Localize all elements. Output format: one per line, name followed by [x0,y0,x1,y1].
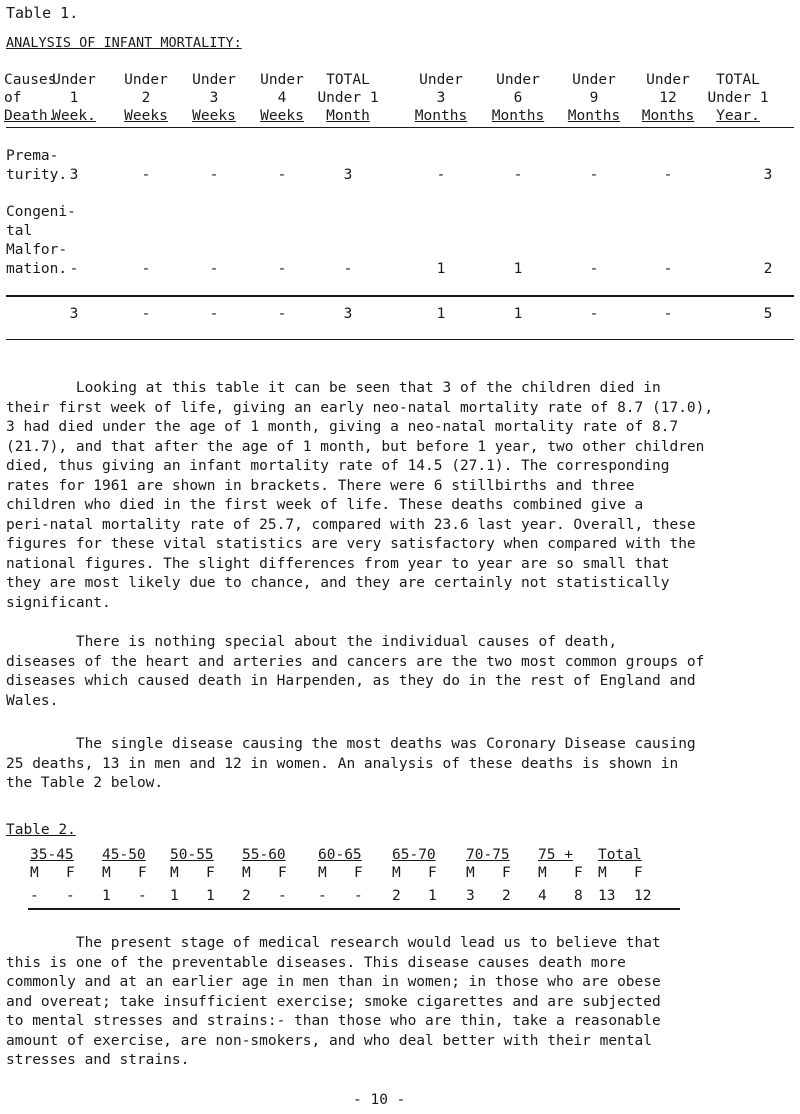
table1-header-cell: of [4,90,22,106]
table1-cell: - [663,261,673,277]
table2-sex-label: M [538,865,547,881]
text-line: they are most likely due to chance, and they are certainly not statistically [6,575,670,591]
table1-header-cell: Weeks [192,108,236,124]
table2-sex-label: F [278,865,287,881]
table1-header-cell: 3 [436,90,446,106]
table2-age-group: 65-70 [392,847,436,863]
table2-sex-label: M [466,865,475,881]
table1-cell: - [589,261,599,277]
table1-header-cell: Under 1 [317,90,379,106]
table1-total-cell: - [663,306,673,322]
text-line: 3 had died under the age of 1 month, giving a neo-natal mortality rate of 8.7 [6,419,679,435]
text-line: diseases of the heart and arteries and cancers are the two most common groups of [6,653,705,670]
table2-age-group: Total [598,847,642,863]
table2-sex-label: M [170,865,179,881]
table2-sex-label: M [242,865,251,881]
table1-cell: 3 [763,167,773,183]
table2-cell: - [66,888,75,904]
table1-total-cell: - [141,306,151,322]
table1-cause-label: tal [6,223,33,239]
text-line: figures for these vital statistics are very satisfactory when compared with the [6,536,696,552]
table1-header-cell: 2 [141,90,151,106]
table1-header-cell: Months [567,108,621,124]
table2-cell: - [138,888,147,904]
table2-cell: 2 [392,888,401,904]
text-line: national figures. The slight differences from year to year are so small that [6,555,670,572]
table1-header-cell: Under [192,72,236,88]
paragraph-mortality [6,379,786,613]
text-line: their first week of life, giving an early neo-natal mortality rate of 8.7 (17.0), [6,399,714,416]
table1-header-cell: 1 [69,90,79,106]
table1-header-cell: Months [641,108,695,124]
table1-header-cell: 3 [209,90,219,106]
table1-header-cell: Under [124,72,168,88]
table1-cell: - [277,261,287,277]
table2-cell: 2 [502,888,511,904]
paragraph-prevention [6,934,786,1071]
table1-cause-label: mation. [6,261,68,277]
text-line: 25 deaths, 13 in men and 12 in women. An analysis of these deaths is shown in [6,755,679,772]
text-line: commonly and at an earlier age in men than in women; in those who are obese [6,974,661,990]
page-number: - 10 - [353,1092,406,1108]
paragraph-coronary [6,735,786,794]
text-line: the Table 2 below. [6,775,164,791]
text-line: amount of exercise, are non-smokers, and who deal better with their mental [6,1032,653,1049]
table2-sex-label: M [598,865,607,881]
table1-header-cell: Death. [4,108,57,124]
table1-total-cell: - [589,306,599,322]
table1-cause-label: Malfor- [6,242,68,258]
table1-header-cell: Months [414,108,468,124]
table2-sex-label: F [354,865,363,881]
table2-sex-label: F [574,865,583,881]
table2-cell: 12 [634,888,652,904]
text-line: Wales. [6,692,59,709]
table1-cell: - [277,167,287,183]
table2-cell: - [354,888,363,904]
table2-age-group: 75 + [538,847,573,863]
table1-total-cell: 3 [343,306,353,322]
table2-cell: 8 [574,888,583,904]
table1-cell: - [513,167,523,183]
table2-cell: - [278,888,287,904]
table2-age-group: 35-45 [30,847,74,863]
table2-sex-label: M [102,865,111,881]
table1-cause-label: Prema- [6,148,59,164]
text-line: and overeat; take insufficient exercise; smoke cigarettes and are subjected [6,993,661,1010]
table1-cell: - [141,167,151,183]
table1-total-cell: 3 [69,306,79,322]
table1-header-cell: Month [326,108,370,124]
table1-header-cell: Under [646,72,690,88]
table1-cell: - [436,167,446,183]
table1-header-cell: 6 [513,90,523,106]
table1-header-cell: Weeks [124,108,168,124]
text-line: There is nothing special about the individual causes of death, [6,634,618,650]
table2-sex-label: F [138,865,147,881]
table1-cell: - [663,167,673,183]
table2-sex-label: F [634,865,643,881]
table2-title: Table 2. [6,822,76,838]
table1-header-cell: TOTAL [716,72,760,88]
table1-total-rule-top [6,295,794,297]
table2-age-group: 50-55 [170,847,214,863]
table1-header-cell: Under [260,72,304,88]
table1-header-cell: Under [52,72,96,88]
table1-header-cell: Causes [4,72,57,88]
table1-header-cell: Under [572,72,616,88]
table1-header-cell: Under [419,72,463,88]
table1-subheading: ANALYSIS OF INFANT MORTALITY: [6,35,242,51]
table2-age-group: 45-50 [102,847,146,863]
text-line: The single disease causing the most deaths was Coronary Disease causing [6,736,696,752]
table1-cell: 1 [513,261,523,277]
text-line: this is one of the preventable diseases. This disease causes death more [6,954,626,971]
table1-cause-label: Congeni- [6,204,76,220]
table2-age-group: 60-65 [318,847,362,863]
table2-sex-label: M [318,865,327,881]
table1-total-cell: 1 [513,306,523,322]
table1-header-cell: 9 [589,90,599,106]
table2-cell: 1 [206,888,215,904]
table2-sex-label: F [502,865,511,881]
text-line: diseases which caused death in Harpenden, as they do in the rest of England and [6,673,696,689]
table2-sex-label: F [206,865,215,881]
table2-cell: 13 [598,888,616,904]
table1-header-cell: Months [491,108,545,124]
table1-total-cell: 1 [436,306,446,322]
table2-cell: 1 [102,888,111,904]
paragraph-causes [6,633,786,711]
table1-total-cell: - [277,306,287,322]
table2-cell: - [318,888,327,904]
table2-bottom-rule [28,908,680,910]
table1-total-cell: - [209,306,219,322]
text-line: peri-natal mortality rate of 25.7, compared with 23.6 last year. Overall, these [6,516,696,533]
text-line: (21.7), and that after the age of 1 month, but before 1 year, two other children [6,438,705,455]
table2-sex-label: F [428,865,437,881]
table2-sex-label: M [30,865,39,881]
table2-cell: 1 [170,888,179,904]
text-line: stresses and strains. [6,1052,190,1068]
table2-age-group: 55-60 [242,847,286,863]
table1-header-cell: Year. [716,108,760,124]
text-line: rates for 1961 are shown in brackets. There were 6 stillbirths and three [6,477,635,494]
table1-header-rule [6,127,794,128]
table1-header-cell: 4 [277,90,287,106]
table2-cell: 1 [428,888,437,904]
table1-total-cell: 5 [763,306,773,322]
text-line: Looking at this table it can be seen that 3 of the children died in [6,380,661,396]
text-line: significant. [6,594,111,611]
table2-age-group: 70-75 [466,847,510,863]
table1-cell: 2 [763,261,773,277]
table1-cell: - [69,261,79,277]
text-line: to mental stresses and strains:- than those who are thin, take a reasonable [6,1013,661,1029]
table2-sex-label: F [66,865,75,881]
table1-total-rule-bottom [6,339,794,340]
table1-header-cell: Under [496,72,540,88]
table1-header-cell: Under 1 [707,90,769,106]
table1-cell: - [589,167,599,183]
text-line: died, thus giving an infant mortality rate of 14.5 (27.1). The corresponding [6,458,670,474]
table2-cell: 4 [538,888,547,904]
table2-cell: 3 [466,888,475,904]
table1-cause-label: turity. [6,167,68,183]
table1-cell: - [343,261,353,277]
table1-cell: 1 [436,261,446,277]
table1-header-cell: 12 [659,90,677,106]
table1-cell: - [209,261,219,277]
table1-header-cell: TOTAL [326,72,370,88]
table1-cell: - [141,261,151,277]
table1-header-cell: Week. [52,108,96,124]
table1-cell: 3 [343,167,353,183]
text-line: The present stage of medical research would lead us to believe that [6,935,661,951]
table1-title: Table 1. [6,4,79,22]
table2-cell: - [30,888,39,904]
table1-header-cell: Weeks [260,108,304,124]
table2-sex-label: M [392,865,401,881]
text-line: children who died in the first week of life. These deaths combined give a [6,497,644,513]
table1-cell: - [209,167,219,183]
table2-cell: 2 [242,888,251,904]
table1-cell: 3 [69,167,79,183]
